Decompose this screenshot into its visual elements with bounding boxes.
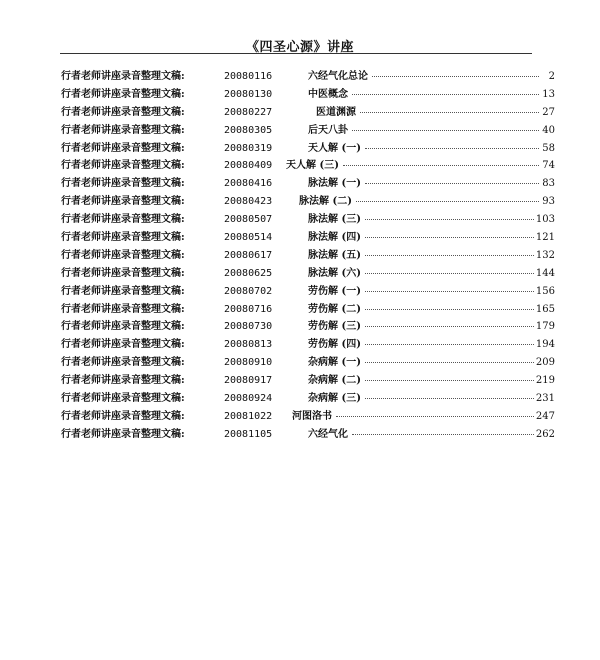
toc-entry-leader (365, 299, 534, 310)
table-of-contents (61, 68, 555, 444)
toc-entry-leader (365, 370, 534, 381)
toc-entry-page-number: 74 (542, 160, 555, 172)
toc-entry-page-number: 219 (535, 375, 555, 387)
toc-entry-date: 20080625 (224, 267, 273, 279)
toc-entry-author: 行者老师讲座录音整理文稿: (61, 357, 185, 369)
toc-entry-title: 后天八卦 (308, 124, 348, 136)
toc-entry-author: 行者老师讲座录音整理文稿: (61, 196, 185, 208)
toc-entry-date: 20080813 (224, 339, 273, 351)
toc-entry-page-number: 2 (548, 71, 555, 82)
toc-entry-page-number: 121 (535, 232, 555, 244)
toc-entry-date: 20080116 (224, 71, 273, 82)
toc-entry-leader (372, 66, 539, 77)
toc-entry-author: 行者老师讲座录音整理文稿: (61, 267, 185, 279)
toc-entry-leader (365, 334, 534, 345)
toc-entry-title: 脉法解 (一) (308, 178, 361, 190)
toc-entry-date: 20080227 (224, 106, 273, 118)
toc-entry-title: 医道渊源 (316, 106, 356, 118)
toc-entry-title: 脉法解 (三) (308, 214, 361, 226)
toc-entry-date: 20080702 (224, 285, 273, 297)
toc-entry-title: 脉法解 (五) (308, 249, 361, 261)
toc-entry-leader (365, 173, 539, 184)
toc-entry-page-number: 40 (542, 124, 555, 136)
toc-entry-leader (365, 138, 539, 149)
toc-entry-page-number: 231 (535, 393, 555, 405)
toc-entry-author: 行者老师讲座录音整理文稿: (61, 71, 185, 82)
toc-entry-title: 杂病解 (一) (308, 357, 361, 369)
toc-entry-leader (365, 388, 534, 399)
toc-entry-author: 行者老师讲座录音整理文稿: (61, 339, 185, 351)
toc-entry-leader (360, 102, 539, 113)
toc-entry-author: 行者老师讲座录音整理文稿: (61, 232, 185, 244)
toc-entry-date: 20080130 (224, 88, 273, 100)
toc-entry-leader (336, 406, 534, 417)
toc-entry-leader (352, 84, 539, 95)
toc-entry-leader (365, 245, 534, 256)
toc-entry-date: 20080319 (224, 142, 273, 154)
toc-entry-title: 劳伤解 (一) (308, 285, 361, 297)
toc-entry-leader (352, 120, 539, 131)
toc-entry-author: 行者老师讲座录音整理文稿: (61, 142, 185, 154)
toc-entry-leader (365, 209, 534, 220)
toc-entry-page-number: 209 (535, 357, 555, 369)
toc-entry-page-number: 262 (535, 428, 555, 440)
toc-entry-page-number: 156 (535, 285, 555, 297)
toc-entry-author: 行者老师讲座录音整理文稿: (61, 285, 185, 297)
title-divider (60, 53, 532, 54)
toc-entry-page-number: 58 (542, 142, 555, 154)
toc-entry-page-number: 13 (542, 88, 555, 100)
toc-entry-leader (365, 263, 534, 274)
toc-entry-date: 20080423 (224, 196, 273, 208)
toc-entry-author: 行者老师讲座录音整理文稿: (61, 160, 185, 172)
toc-entry-page-number: 144 (535, 267, 555, 279)
toc-entry-title: 天人解 (一) (308, 142, 361, 154)
toc-entry-title: 杂病解 (三) (308, 393, 361, 405)
toc-entry-author: 行者老师讲座录音整理文稿: (61, 428, 185, 440)
toc-entry-page-number: 27 (542, 106, 555, 118)
toc-entry-leader (343, 155, 539, 166)
toc-entry-date: 20080409 (224, 160, 273, 172)
toc-entry-author: 行者老师讲座录音整理文稿: (61, 88, 185, 100)
toc-entry-title: 脉法解 (四) (308, 232, 361, 244)
toc-entry-date: 20080730 (224, 321, 273, 333)
toc-entry-title: 脉法解 (二) (299, 196, 352, 208)
toc-entry-title: 六经气化 (308, 428, 348, 440)
toc-entry-page-number: 83 (542, 178, 555, 190)
document-title: 《四圣心源》讲座 (245, 40, 354, 55)
toc-entry-author: 行者老师讲座录音整理文稿: (61, 214, 185, 226)
toc-entry-page-number: 132 (535, 249, 555, 261)
toc-entry-author: 行者老师讲座录音整理文稿: (61, 178, 185, 190)
toc-entry-title: 天人解 (三) (286, 160, 339, 172)
toc-entry-date: 20080305 (224, 124, 273, 136)
toc-entry-author: 行者老师讲座录音整理文稿: (61, 303, 185, 315)
toc-entry-date: 20080507 (224, 214, 273, 226)
toc-entry-leader (352, 424, 534, 435)
toc-entry[interactable] (61, 426, 555, 444)
toc-entry-date: 20080416 (224, 178, 273, 190)
toc-entry-author: 行者老师讲座录音整理文稿: (61, 106, 185, 118)
toc-entry-author: 行者老师讲座录音整理文稿: (61, 124, 185, 136)
toc-entry-date: 20080924 (224, 393, 273, 405)
toc-entry-page-number: 103 (535, 214, 555, 226)
toc-entry-title: 劳伤解 (四) (308, 339, 361, 351)
toc-entry-page-number: 179 (535, 321, 555, 333)
toc-entry-page-number: 194 (535, 339, 555, 351)
toc-entry-author: 行者老师讲座录音整理文稿: (61, 410, 185, 422)
toc-entry-page-number: 165 (535, 303, 555, 315)
toc-entry-date: 20081022 (224, 410, 273, 422)
toc-entry-leader (365, 227, 534, 238)
toc-entry-author: 行者老师讲座录音整理文稿: (61, 249, 185, 261)
toc-entry-date: 20080716 (224, 303, 273, 315)
toc-entry-date: 20081105 (224, 428, 273, 440)
toc-entry-title: 中医概念 (308, 88, 348, 100)
toc-entry-title: 河图洛书 (292, 410, 332, 422)
toc-entry-leader (365, 316, 534, 327)
toc-entry-page-number: 93 (542, 196, 555, 208)
toc-entry-date: 20080910 (224, 357, 273, 369)
toc-entry-author: 行者老师讲座录音整理文稿: (61, 321, 185, 333)
toc-entry-date: 20080514 (224, 232, 273, 244)
toc-entry-date: 20080917 (224, 375, 273, 387)
toc-entry-title: 六经气化总论 (308, 71, 368, 82)
toc-entry-page-number: 247 (535, 410, 555, 422)
toc-entry-leader (356, 191, 539, 202)
toc-entry-author: 行者老师讲座录音整理文稿: (61, 375, 185, 387)
toc-entry-title: 杂病解 (二) (308, 375, 361, 387)
toc-entry-title: 劳伤解 (三) (308, 321, 361, 333)
toc-entry-leader (365, 352, 534, 363)
toc-entry-leader (365, 281, 534, 292)
toc-entry-author: 行者老师讲座录音整理文稿: (61, 393, 185, 405)
toc-entry-date: 20080617 (224, 249, 273, 261)
toc-entry-title: 劳伤解 (二) (308, 303, 361, 315)
toc-entry-title: 脉法解 (六) (308, 267, 361, 279)
